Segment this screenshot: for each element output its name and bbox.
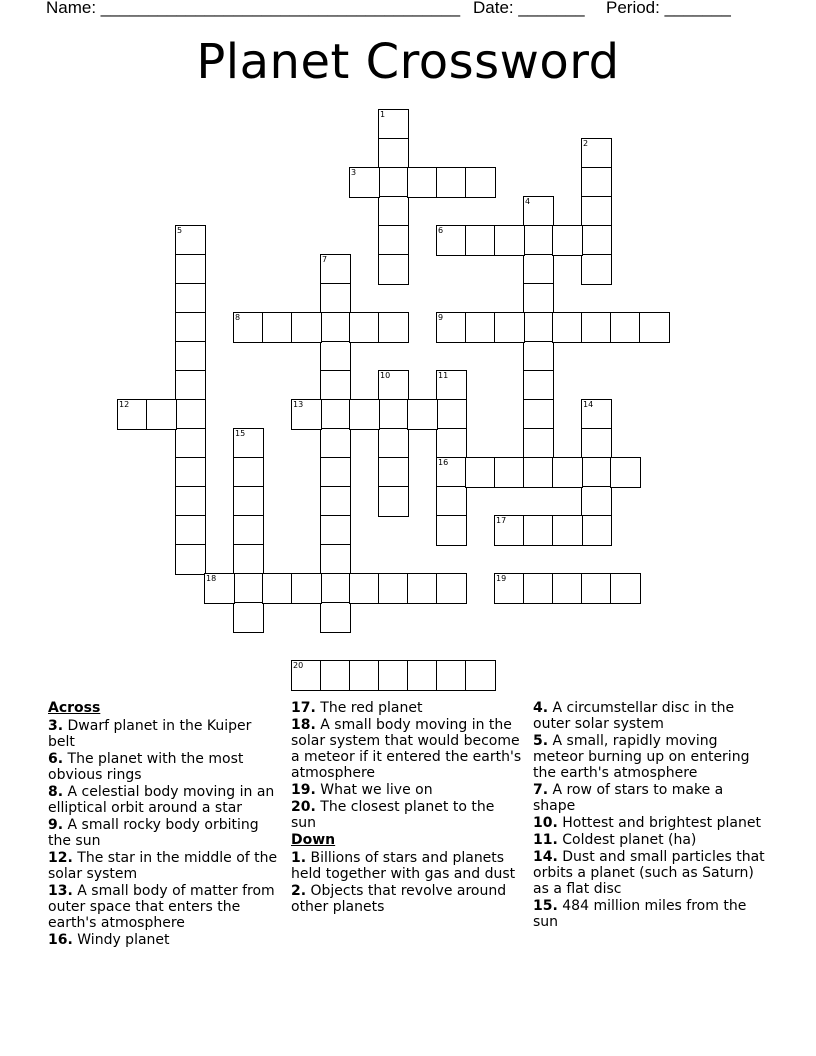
clue-across-16: 16. Windy planet bbox=[48, 932, 170, 948]
cell-number: 20 bbox=[293, 661, 304, 670]
clue-down-4: 4. A circumstellar disc in the outer solar system bbox=[533, 700, 735, 732]
grid-cell[interactable] bbox=[378, 399, 409, 430]
grid-cell[interactable] bbox=[175, 486, 206, 517]
grid-cell[interactable] bbox=[175, 515, 206, 546]
grid-cell[interactable] bbox=[378, 138, 409, 169]
cell-number: 12 bbox=[119, 400, 130, 409]
clue-down-1: 1. Billions of stars and planets held together with gas and dust bbox=[291, 850, 516, 882]
grid-cell[interactable] bbox=[320, 312, 351, 343]
cell-number: 3 bbox=[351, 168, 357, 177]
grid-cell[interactable] bbox=[523, 196, 554, 227]
grid-cell[interactable] bbox=[378, 167, 409, 198]
grid-cell[interactable] bbox=[175, 254, 206, 285]
grid-cell[interactable] bbox=[523, 283, 554, 314]
grid-cell[interactable] bbox=[581, 196, 612, 227]
grid-cell[interactable] bbox=[581, 312, 612, 343]
grid-cell[interactable] bbox=[581, 399, 612, 430]
grid-cell[interactable] bbox=[436, 167, 467, 198]
grid-cell[interactable] bbox=[407, 167, 438, 198]
grid-cell[interactable] bbox=[581, 573, 612, 604]
cell-number: 4 bbox=[525, 197, 531, 206]
grid-cell[interactable] bbox=[523, 515, 554, 546]
grid-cell[interactable] bbox=[117, 399, 148, 430]
grid-cell[interactable] bbox=[175, 457, 206, 488]
grid-cell[interactable] bbox=[465, 312, 496, 343]
cell-number: 15 bbox=[235, 429, 246, 438]
grid-cell[interactable] bbox=[465, 660, 496, 691]
grid-cell[interactable] bbox=[175, 341, 206, 372]
clue-down-2: 2. Objects that revolve around other planets bbox=[291, 883, 507, 915]
grid-cell[interactable] bbox=[320, 428, 351, 459]
clue-across-8: 8. A celestial body moving in an elliptical orbit around a star bbox=[48, 784, 275, 816]
grid-cell[interactable] bbox=[378, 486, 409, 517]
cell-number: 2 bbox=[583, 139, 589, 148]
grid-cell[interactable] bbox=[523, 370, 554, 401]
clues-column-1 bbox=[48, 700, 280, 949]
grid-cell[interactable] bbox=[175, 544, 206, 575]
grid-cell[interactable] bbox=[436, 660, 467, 691]
cell-number: 13 bbox=[293, 400, 304, 409]
clue-across-13: 13. A small body of matter from outer space that enters the earth's atmosphere bbox=[48, 883, 275, 931]
grid-cell[interactable] bbox=[320, 283, 351, 314]
grid-cell[interactable] bbox=[378, 428, 409, 459]
grid-cell[interactable] bbox=[233, 428, 264, 459]
grid-cell[interactable] bbox=[465, 457, 496, 488]
grid-cell[interactable] bbox=[581, 167, 612, 198]
grid-cell[interactable] bbox=[610, 457, 641, 488]
cell-number: 19 bbox=[496, 574, 507, 583]
grid-cell[interactable] bbox=[146, 399, 177, 430]
period-field-label: Period: _______ bbox=[606, 0, 731, 17]
grid-cell[interactable] bbox=[436, 573, 467, 604]
grid-cell[interactable] bbox=[233, 486, 264, 517]
grid-cell[interactable] bbox=[407, 660, 438, 691]
grid-cell[interactable] bbox=[581, 486, 612, 517]
grid-cell[interactable] bbox=[233, 312, 264, 343]
grid-cell[interactable] bbox=[610, 312, 641, 343]
grid-cell[interactable] bbox=[494, 457, 525, 488]
grid-cell[interactable] bbox=[378, 573, 409, 604]
grid-cell[interactable] bbox=[494, 515, 525, 546]
grid-cell[interactable] bbox=[436, 486, 467, 517]
grid-cell[interactable] bbox=[436, 515, 467, 546]
grid-cell[interactable] bbox=[378, 196, 409, 227]
grid-cell[interactable] bbox=[378, 370, 409, 401]
clues-column-3 bbox=[533, 700, 768, 931]
clue-down-15: 15. 484 million miles from the sun bbox=[533, 898, 747, 930]
clue-down-7: 7. A row of stars to make a shape bbox=[533, 782, 724, 814]
grid-cell[interactable] bbox=[349, 399, 380, 430]
clue-down-5: 5. A small, rapidly moving meteor burning up on entering the earth's atmosphere bbox=[533, 733, 750, 781]
clues-column-2 bbox=[291, 700, 523, 916]
grid-cell[interactable] bbox=[523, 225, 554, 256]
clue-down-14: 14. Dust and small particles that orbits a planet (such as Saturn) as a flat disc bbox=[533, 849, 765, 897]
clue-across-3: 3. Dwarf planet in the Kuiper belt bbox=[48, 718, 252, 750]
grid-cell[interactable] bbox=[523, 312, 554, 343]
grid-cell[interactable] bbox=[552, 457, 583, 488]
grid-cell[interactable] bbox=[523, 254, 554, 285]
grid-cell[interactable] bbox=[378, 225, 409, 256]
grid-cell[interactable] bbox=[320, 544, 351, 575]
grid-cell[interactable] bbox=[233, 544, 264, 575]
grid-cell[interactable] bbox=[436, 312, 467, 343]
down-heading: Down bbox=[291, 832, 336, 848]
grid-cell[interactable] bbox=[320, 399, 351, 430]
page-title: Planet Crossword bbox=[196, 34, 620, 90]
grid-cell[interactable] bbox=[494, 312, 525, 343]
grid-cell[interactable] bbox=[465, 225, 496, 256]
grid-cell[interactable] bbox=[349, 573, 380, 604]
grid-cell[interactable] bbox=[436, 428, 467, 459]
grid-cell[interactable] bbox=[436, 225, 467, 256]
grid-cell[interactable] bbox=[581, 254, 612, 285]
clue-across-9: 9. A small rocky body orbiting the sun bbox=[48, 817, 259, 849]
grid-cell[interactable] bbox=[262, 312, 293, 343]
grid-cell[interactable] bbox=[523, 341, 554, 372]
clue-down-11: 11. Coldest planet (ha) bbox=[533, 832, 697, 848]
grid-cell[interactable] bbox=[581, 457, 612, 488]
clue-across-18: 18. A small body moving in the solar system that would become a meteor if it entered the earth's atmosphere bbox=[291, 717, 522, 781]
grid-cell[interactable] bbox=[378, 312, 409, 343]
grid-cell[interactable] bbox=[175, 428, 206, 459]
across-heading: Across bbox=[48, 700, 101, 716]
name-field-label: Name: ______________________________________ bbox=[46, 0, 461, 17]
grid-cell[interactable] bbox=[523, 399, 554, 430]
cell-number: 6 bbox=[438, 226, 444, 235]
grid-cell[interactable] bbox=[465, 167, 496, 198]
grid-cell[interactable] bbox=[552, 515, 583, 546]
grid-cell[interactable] bbox=[523, 428, 554, 459]
grid-cell[interactable] bbox=[320, 254, 351, 285]
cell-number: 10 bbox=[380, 371, 391, 380]
grid-cell[interactable] bbox=[349, 167, 380, 198]
grid-cell[interactable] bbox=[291, 573, 322, 604]
grid-cell[interactable] bbox=[291, 660, 322, 691]
grid-cell[interactable] bbox=[175, 370, 206, 401]
grid-cell[interactable] bbox=[494, 573, 525, 604]
grid-cell[interactable] bbox=[581, 428, 612, 459]
grid-cell[interactable] bbox=[436, 457, 467, 488]
grid-cell[interactable] bbox=[320, 486, 351, 517]
cell-number: 7 bbox=[322, 255, 328, 264]
grid-cell[interactable] bbox=[175, 283, 206, 314]
cell-number: 9 bbox=[438, 313, 444, 322]
grid-cell[interactable] bbox=[262, 573, 293, 604]
grid-cell[interactable] bbox=[320, 370, 351, 401]
date-field-label: Date: _______ bbox=[473, 0, 585, 17]
cell-number: 17 bbox=[496, 516, 507, 525]
grid-cell[interactable] bbox=[581, 138, 612, 169]
clue-across-6: 6. The planet with the most obvious rings bbox=[48, 751, 244, 783]
grid-cell[interactable] bbox=[291, 312, 322, 343]
grid-cell[interactable] bbox=[175, 225, 206, 256]
cell-number: 11 bbox=[438, 371, 449, 380]
grid-cell[interactable] bbox=[175, 399, 206, 430]
grid-cell[interactable] bbox=[320, 341, 351, 372]
grid-cell[interactable] bbox=[494, 225, 525, 256]
grid-cell[interactable] bbox=[233, 573, 264, 604]
clue-across-20: 20. The closest planet to the sun bbox=[291, 799, 495, 831]
grid-cell[interactable] bbox=[436, 370, 467, 401]
grid-cell[interactable] bbox=[349, 660, 380, 691]
grid-cell[interactable] bbox=[291, 399, 322, 430]
clue-across-12: 12. The star in the middle of the solar system bbox=[48, 850, 278, 882]
grid-cell[interactable] bbox=[407, 573, 438, 604]
grid-cell[interactable] bbox=[175, 312, 206, 343]
cell-number: 1 bbox=[380, 110, 386, 119]
grid-cell[interactable] bbox=[581, 225, 612, 256]
cell-number: 16 bbox=[438, 458, 449, 467]
cell-number: 5 bbox=[177, 226, 183, 235]
grid-cell[interactable] bbox=[581, 515, 612, 546]
cell-number: 8 bbox=[235, 313, 241, 322]
clue-across-17: 17. The red planet bbox=[291, 700, 423, 716]
grid-cell[interactable] bbox=[523, 573, 554, 604]
grid-cell[interactable] bbox=[320, 457, 351, 488]
grid-cell[interactable] bbox=[320, 515, 351, 546]
cell-number: 14 bbox=[583, 400, 594, 409]
grid-cell[interactable] bbox=[320, 573, 351, 604]
grid-cell[interactable] bbox=[233, 515, 264, 546]
grid-cell[interactable] bbox=[407, 399, 438, 430]
grid-cell[interactable] bbox=[552, 573, 583, 604]
grid-cell[interactable] bbox=[378, 109, 409, 140]
grid-cell[interactable] bbox=[610, 573, 641, 604]
clue-down-10: 10. Hottest and brightest planet bbox=[533, 815, 761, 831]
grid-cell[interactable] bbox=[233, 457, 264, 488]
grid-cell[interactable] bbox=[320, 602, 351, 633]
clue-across-19: 19. What we live on bbox=[291, 782, 433, 798]
grid-cell[interactable] bbox=[523, 457, 554, 488]
grid-cell[interactable] bbox=[378, 457, 409, 488]
grid-cell[interactable] bbox=[320, 660, 351, 691]
grid-cell[interactable] bbox=[436, 399, 467, 430]
cell-number: 18 bbox=[206, 574, 217, 583]
grid-cell[interactable] bbox=[378, 254, 409, 285]
grid-cell[interactable] bbox=[233, 602, 264, 633]
grid-cell[interactable] bbox=[378, 660, 409, 691]
grid-cell[interactable] bbox=[552, 312, 583, 343]
grid-cell[interactable] bbox=[639, 312, 670, 343]
grid-cell[interactable] bbox=[552, 225, 583, 256]
grid-cell[interactable] bbox=[349, 312, 380, 343]
grid-cell[interactable] bbox=[204, 573, 235, 604]
